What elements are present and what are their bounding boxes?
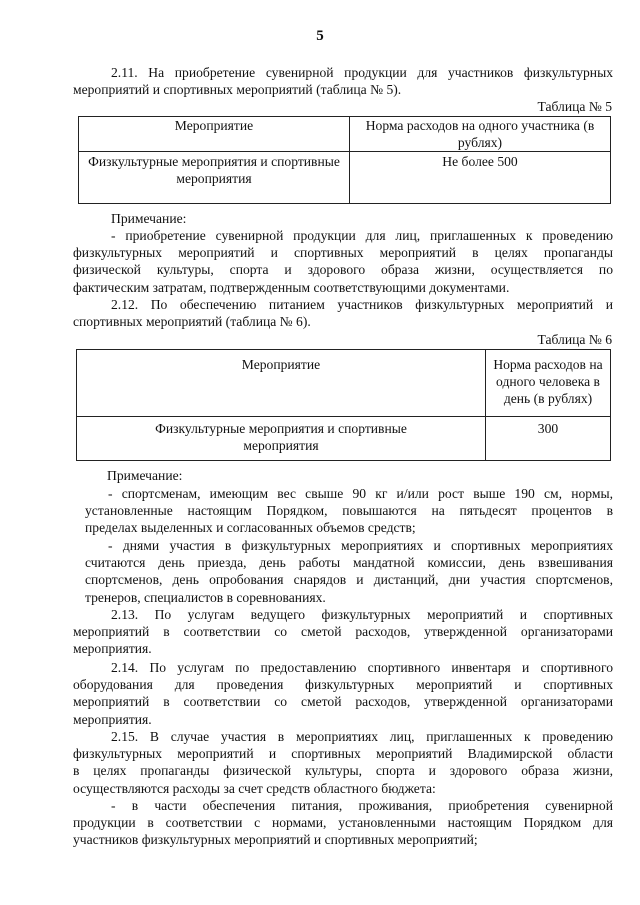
note-1-title: Примечание: xyxy=(111,211,187,226)
text-line: оборудования для проведения физкультурных мероприятий и спортивных xyxy=(73,677,613,693)
page-number: 5 xyxy=(316,28,324,44)
text-line: мероприятия. xyxy=(73,641,152,657)
text-line: 2.14. По услугам по предоставлению спортивного инвентаря и спортивного xyxy=(111,660,613,675)
text-line: осуществляются расходы за счет средств областного бюджета: xyxy=(73,780,436,796)
text-line: 2.11. На приобретение сувенирной продукции для участников физкультурных xyxy=(111,65,613,80)
text-line: спортивных мероприятий (таблица № 6). xyxy=(73,314,311,330)
text-line: мероприятия. xyxy=(73,711,152,727)
table-row xyxy=(77,417,611,461)
text-line: физической культуры, спорта и здорового образа жизни, осуществляется по xyxy=(73,262,613,278)
text-line: - приобретение сувенирной продукции для лиц, приглашенных к проведению xyxy=(111,228,613,243)
text-line: - спортсменам, имеющим вес свыше 90 кг и/или рост выше 190 см, нормы, xyxy=(108,486,613,501)
text-line: физкультурных мероприятий и спортивных мероприятий Владимирской области xyxy=(73,746,613,762)
table-row xyxy=(79,152,611,204)
table-cell: Не более 500 xyxy=(350,152,611,204)
text-line: установленные настоящим Порядком, повышаются на пятьдесят процентов в xyxy=(85,503,613,519)
table-5-caption: Таблица № 5 xyxy=(537,99,612,114)
paragraph-2-13 xyxy=(73,606,613,658)
paragraph-2-15-a xyxy=(73,797,613,849)
table-header-row xyxy=(77,350,611,417)
paragraph-2-12 xyxy=(73,296,613,330)
table-6 xyxy=(76,349,611,461)
text-line: 2.13. По услугам ведущего физкультурных мероприятий и спортивных xyxy=(111,607,613,622)
table-5 xyxy=(78,116,611,204)
table-cell: Физкультурные мероприятия и спортивные мероприятия xyxy=(77,417,486,461)
text-line: мероприятий и спортивных мероприятий (таблица № 5). xyxy=(73,82,402,98)
table-cell: Физкультурные мероприятия и спортивные мероприятия xyxy=(79,152,350,204)
text-line: фактическим затратам, подтвержденным соответствующими документами. xyxy=(73,279,510,295)
table-cell: 300 xyxy=(486,417,611,461)
table-header-cell: Мероприятие xyxy=(77,350,486,417)
note-2a xyxy=(73,485,613,537)
text-line: мероприятий в соответствии со сметой расходов, утвержденной организаторами xyxy=(73,624,613,640)
text-line: считаются день приезда, день работы мандатной комиссии, день взвешивания xyxy=(85,555,613,571)
note-2-title: Примечание: xyxy=(107,468,183,483)
text-line: в целях пропаганды физической культуры, спорта и здорового образа жизни, xyxy=(73,763,613,779)
note-1 xyxy=(73,227,613,296)
text-line: - днями участия в физкультурных мероприятиях и спортивных мероприятиях xyxy=(108,538,613,553)
text-line: спортсменов, день опробования снарядов и дистанций, дни участия спортсменов, xyxy=(85,572,613,588)
paragraph-2-14 xyxy=(73,659,613,728)
text-line: 2.15. В случае участия в мероприятиях лиц, приглашенных к проведению xyxy=(111,729,613,744)
table-header-cell: Мероприятие xyxy=(79,117,350,152)
text-line: пределах выделенных и согласованных объемов средств; xyxy=(85,520,416,536)
table-header-cell: Норма расходов на одного человека в день (в рублях) xyxy=(486,350,611,417)
text-line: - в части обеспечения питания, проживания, приобретения сувенирной xyxy=(111,798,613,813)
text-line: тренеров, специалистов в соревнованиях. xyxy=(85,589,326,605)
paragraph-2-11 xyxy=(73,64,613,98)
text-line: физкультурных мероприятий и спортивных мероприятий в целях пропаганды xyxy=(73,245,613,261)
text-line: мероприятий в соответствии со сметой расходов, утвержденной организаторами xyxy=(73,694,613,710)
table-6-caption: Таблица № 6 xyxy=(537,332,612,347)
paragraph-2-15 xyxy=(73,728,613,797)
note-2b xyxy=(73,537,613,606)
text-line: продукции в соответствии с нормами, установленными настоящим Порядком для xyxy=(73,815,613,831)
text-line: 2.12. По обеспечению питанием участников физкультурных мероприятий и xyxy=(111,297,613,312)
text-line: участников физкультурных мероприятий и спортивных мероприятий; xyxy=(73,832,478,848)
table-header-row xyxy=(79,117,611,152)
table-header-cell: Норма расходов на одного участника (в рублях) xyxy=(350,117,611,152)
